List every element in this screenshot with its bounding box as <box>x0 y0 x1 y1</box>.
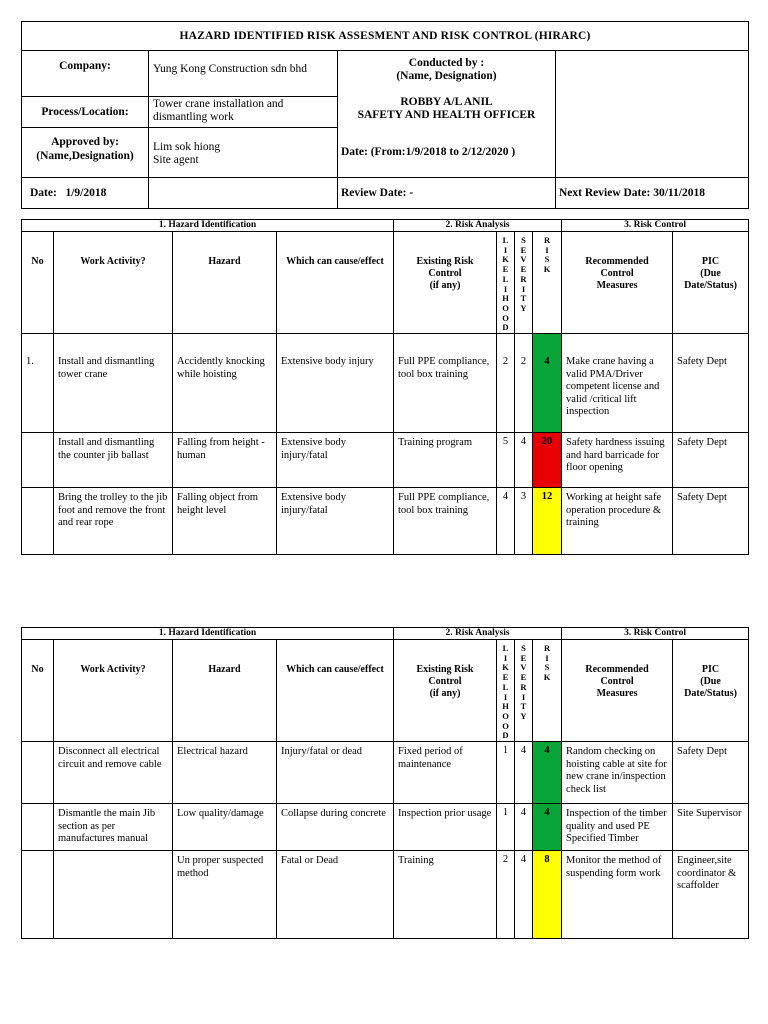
blank-cell <box>556 51 749 178</box>
row-no <box>22 851 54 939</box>
row-no <box>22 488 54 555</box>
company-value: Yung Kong Construction sdn bhd <box>149 51 338 97</box>
col-existing-control <box>394 232 497 334</box>
hirarc-table-2 <box>21 627 749 939</box>
row-activity <box>54 851 173 939</box>
row-likelihood: 2 <box>497 334 515 433</box>
row-measures: Inspection of the timber quality and used PE Specified Timber <box>562 804 673 851</box>
row-effect: Extensive body injury/fatal <box>277 488 394 555</box>
row-hazard: Falling object from height level <box>173 488 277 555</box>
row-activity: Install and dismantling the counter jib ballast <box>54 433 173 488</box>
row-measures: Safety hardness issuing and hard barricade for floor opening <box>562 433 673 488</box>
section-hazard-identification: 1. Hazard Identification <box>22 628 394 640</box>
row-no <box>22 804 54 851</box>
table-row <box>22 488 749 555</box>
row-pic: Safety Dept <box>673 742 749 804</box>
row-existing: Inspection prior usage <box>394 804 497 851</box>
row-activity: Disconnect all electrical circuit and remove cable <box>54 742 173 804</box>
row-activity: Bring the trolley to the jib foot and remove the front and rear rope <box>54 488 173 555</box>
row-hazard: Low quality/damage <box>173 804 277 851</box>
process-value <box>149 97 338 128</box>
hirarc-table-1 <box>21 219 749 555</box>
col-pic-line3: Date/Status) <box>684 688 737 699</box>
col-severity: S E V E R I T Y <box>515 640 533 742</box>
conducted-name: ROBBY A/L ANIL <box>400 96 493 108</box>
risk-badge: 20 <box>533 433 562 488</box>
approved-label-line1: Approved by: <box>51 136 119 148</box>
approved-role: Site agent <box>153 154 199 166</box>
col-pic <box>673 640 749 742</box>
col-likelihood: L I K E L I H O O D <box>497 640 515 742</box>
conducted-role: SAFETY AND HEALTH OFFICER <box>357 108 536 121</box>
section-risk-analysis: 2. Risk Analysis <box>394 220 562 232</box>
section-risk-control: 3. Risk Control <box>562 628 749 640</box>
col-recommended-line3: Measures <box>596 688 638 699</box>
row-severity: 2 <box>515 334 533 433</box>
row-no <box>22 433 54 488</box>
risk-badge: 4 <box>533 804 562 851</box>
col-effect: Which can cause/effect <box>277 640 394 742</box>
col-recommended-line1: Recommended <box>585 256 649 267</box>
col-work-activity: Work Activity? <box>54 232 173 334</box>
column-header-row <box>22 232 749 334</box>
row-severity: 3 <box>515 488 533 555</box>
section-hazard-identification: 1. Hazard Identification <box>22 220 394 232</box>
row-activity: Dismantle the main Jib section as per manufactures manual <box>54 804 173 851</box>
date-range: Date: (From:1/9/2018 to 2/12/2020 ) <box>341 146 516 158</box>
table-row <box>22 334 749 433</box>
col-risk: R I S K <box>533 232 562 334</box>
review-date: Review Date: - <box>338 178 556 209</box>
column-header-row <box>22 640 749 742</box>
row-likelihood: 1 <box>497 804 515 851</box>
row-hazard: Electrical hazard <box>173 742 277 804</box>
col-hazard: Hazard <box>173 640 277 742</box>
row-likelihood: 4 <box>497 488 515 555</box>
row-severity: 4 <box>515 433 533 488</box>
risk-badge: 8 <box>533 851 562 939</box>
row-activity: Install and dismantling tower crane <box>54 334 173 433</box>
table-row <box>22 433 749 488</box>
col-existing-line2: Control <box>428 268 462 279</box>
conducted-label: Conducted by : <box>408 57 485 69</box>
col-pic-line2: (Due <box>700 268 721 279</box>
col-hazard: Hazard <box>173 232 277 334</box>
row-pic: Site Supervisor <box>673 804 749 851</box>
row-severity: 4 <box>515 851 533 939</box>
row-measures: Make crane having a valid PMA/Driver competent license and valid /critical lift inspection <box>562 334 673 433</box>
row-existing: Training program <box>394 433 497 488</box>
col-pic-line1: PIC <box>701 256 720 267</box>
col-existing-line1: Existing Risk <box>416 664 474 675</box>
row-likelihood: 2 <box>497 851 515 939</box>
row-existing: Full PPE compliance, tool box training <box>394 334 497 433</box>
col-recommended-line3: Measures <box>596 280 638 291</box>
col-risk: R I S K <box>533 640 562 742</box>
row-existing: Training <box>394 851 497 939</box>
table-row <box>22 804 749 851</box>
row-effect: Extensive body injury <box>277 334 394 433</box>
col-recommended-line2: Control <box>600 676 634 687</box>
row-pic: Engineer,site coordinator & scaffolder <box>673 851 749 939</box>
table-row <box>22 851 749 939</box>
row-pic: Safety Dept <box>673 433 749 488</box>
row-no: 1. <box>22 334 54 433</box>
date-blank-cell <box>149 178 338 209</box>
col-likelihood: L I K E L I H O O D <box>497 232 515 334</box>
row-pic: Safety Dept <box>673 488 749 555</box>
approved-name: Lim sok hiong <box>153 141 221 153</box>
process-value-line2: dismantling work <box>153 111 234 123</box>
col-no: No <box>22 640 54 742</box>
row-effect: Fatal or Dead <box>277 851 394 939</box>
approved-value <box>149 128 338 178</box>
next-review-date: Next Review Date: 30/11/2018 <box>556 178 749 209</box>
row-likelihood: 1 <box>497 742 515 804</box>
row-severity: 4 <box>515 742 533 804</box>
row-effect: Injury/fatal or dead <box>277 742 394 804</box>
col-pic-line2: (Due <box>700 676 721 687</box>
col-pic <box>673 232 749 334</box>
col-pic-line1: PIC <box>701 664 720 675</box>
col-recommended <box>562 232 673 334</box>
col-pic-line3: Date/Status) <box>684 280 737 291</box>
col-existing-line3: (if any) <box>429 688 461 699</box>
row-severity: 4 <box>515 804 533 851</box>
approved-label <box>22 128 149 178</box>
row-existing: Full PPE compliance, tool box training <box>394 488 497 555</box>
col-existing-line1: Existing Risk <box>416 256 474 267</box>
process-label: Process/Location: <box>22 97 149 128</box>
table-row <box>22 742 749 804</box>
document-title: HAZARD IDENTIFIED RISK ASSESMENT AND RISK CONTROL (HIRARC) <box>22 22 749 51</box>
row-measures: Working at height safe operation procedure & training <box>562 488 673 555</box>
col-existing-line3: (if any) <box>429 280 461 291</box>
row-likelihood: 5 <box>497 433 515 488</box>
risk-badge: 4 <box>533 334 562 433</box>
col-recommended <box>562 640 673 742</box>
section-risk-control: 3. Risk Control <box>562 220 749 232</box>
row-measures: Monitor the method of suspending form work <box>562 851 673 939</box>
approved-label-line2: (Name,Designation) <box>36 150 134 162</box>
date-value: 1/9/2018 <box>65 186 107 199</box>
risk-badge: 4 <box>533 742 562 804</box>
row-measures: Random checking on hoisting cable at site for new crane in/inspection check list <box>562 742 673 804</box>
process-value-line1: Tower crane installation and <box>153 98 284 110</box>
row-effect: Extensive body injury/fatal <box>277 433 394 488</box>
col-existing-line2: Control <box>428 676 462 687</box>
col-no: No <box>22 232 54 334</box>
risk-badge: 12 <box>533 488 562 555</box>
row-hazard: Accidently knocking while hoisting <box>173 334 277 433</box>
row-hazard: Un proper suspected method <box>173 851 277 939</box>
row-existing: Fixed period of maintenance <box>394 742 497 804</box>
col-work-activity: Work Activity? <box>54 640 173 742</box>
date-cell <box>22 178 149 209</box>
date-label: Date: <box>30 186 57 199</box>
col-severity: S E V E R I T Y <box>515 232 533 334</box>
col-recommended-line2: Control <box>600 268 634 279</box>
row-no <box>22 742 54 804</box>
section-risk-analysis: 2. Risk Analysis <box>394 628 562 640</box>
header-table <box>21 21 749 209</box>
col-effect: Which can cause/effect <box>277 232 394 334</box>
conducted-by-cell <box>338 51 556 178</box>
row-pic: Safety Dept <box>673 334 749 433</box>
row-hazard: Falling from height - human <box>173 433 277 488</box>
row-effect: Collapse during concrete <box>277 804 394 851</box>
col-existing-control <box>394 640 497 742</box>
company-label: Company: <box>22 51 149 97</box>
conducted-designation-label: (Name, Designation) <box>396 69 497 82</box>
col-recommended-line1: Recommended <box>585 664 649 675</box>
